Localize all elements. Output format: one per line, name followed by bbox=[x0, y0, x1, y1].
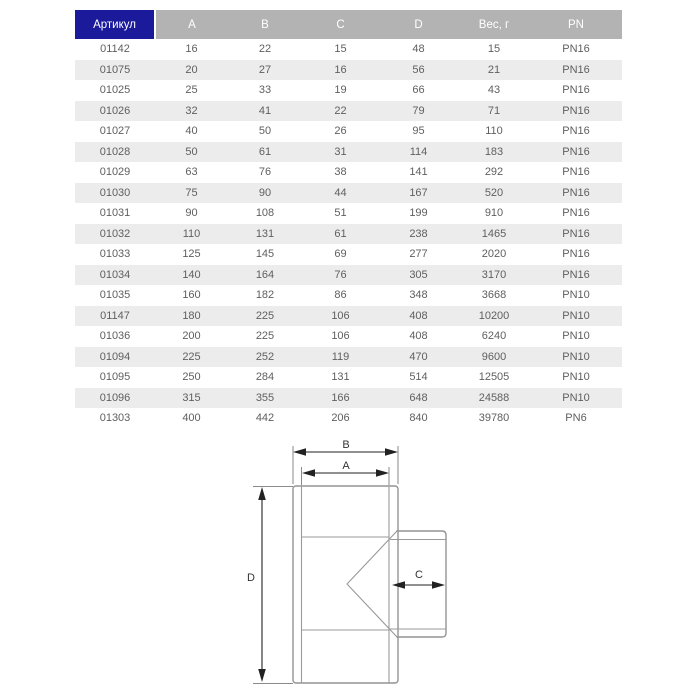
table-row bbox=[75, 162, 622, 183]
table-cell: PN10 bbox=[562, 309, 590, 322]
table-cell: 305 bbox=[409, 268, 428, 281]
table-cell: 199 bbox=[409, 207, 428, 219]
table-cell: 140 bbox=[182, 268, 201, 281]
dimension-d bbox=[247, 487, 266, 682]
table-cell: 22 bbox=[258, 43, 272, 55]
table-cell: 51 bbox=[334, 207, 347, 219]
table-cell: 01147 bbox=[100, 309, 130, 322]
extension-lines bbox=[253, 446, 398, 684]
table-cell: 40 bbox=[185, 125, 198, 137]
arrowhead-b-left bbox=[293, 448, 306, 456]
column-header-d: D bbox=[379, 10, 458, 39]
table-cell: 48 bbox=[412, 43, 425, 55]
table-cell: 16 bbox=[334, 63, 347, 76]
table-cell: 01031 bbox=[99, 207, 131, 219]
arrowhead-b-right bbox=[385, 448, 398, 456]
table-cell: 01034 bbox=[99, 268, 131, 281]
table-cell: 106 bbox=[331, 309, 350, 322]
table-cell: 348 bbox=[409, 289, 428, 301]
table-cell: 182 bbox=[255, 289, 275, 301]
table-cell: 63 bbox=[185, 166, 198, 178]
table-cell: 166 bbox=[331, 391, 350, 404]
table-cell: 125 bbox=[182, 248, 201, 260]
table-cell: 6240 bbox=[481, 330, 507, 342]
table-cell: 27 bbox=[258, 63, 272, 76]
table-cell: 01303 bbox=[99, 412, 131, 424]
table-cell: 277 bbox=[409, 248, 428, 260]
table-cell: 01094 bbox=[99, 350, 131, 363]
table-row bbox=[75, 285, 622, 306]
table-row bbox=[75, 326, 622, 347]
table-cell: PN16 bbox=[562, 207, 590, 219]
table-cell: PN16 bbox=[562, 166, 590, 178]
arrowhead-d-top bbox=[258, 487, 266, 500]
table-cell: 50 bbox=[258, 125, 272, 137]
table-cell: 355 bbox=[255, 391, 275, 404]
table-cell: 167 bbox=[409, 186, 428, 199]
table-cell: PN16 bbox=[562, 104, 590, 117]
table-cell: 44 bbox=[334, 186, 347, 199]
table-cell: 106 bbox=[331, 330, 350, 342]
column-header-c: C bbox=[302, 10, 379, 39]
table-cell: 292 bbox=[484, 166, 504, 178]
table-cell: 110 bbox=[182, 227, 201, 240]
table-row bbox=[75, 60, 622, 81]
table-cell: 250 bbox=[182, 371, 201, 383]
table-cell: 79 bbox=[412, 104, 425, 117]
table-cell: 66 bbox=[412, 84, 425, 96]
dimension-label-c: C bbox=[415, 569, 423, 581]
table-cell: 9600 bbox=[481, 350, 507, 363]
table-cell: 01030 bbox=[99, 186, 131, 199]
table-cell: 41 bbox=[258, 104, 272, 117]
table-cell: 39780 bbox=[478, 412, 510, 424]
table-cell: PN10 bbox=[562, 391, 590, 404]
table-cell: 01075 bbox=[99, 63, 131, 76]
table-cell: 131 bbox=[255, 227, 275, 240]
arrowhead-d-bottom bbox=[258, 669, 266, 682]
table-cell: 520 bbox=[484, 186, 504, 199]
table-cell: 24588 bbox=[478, 391, 510, 404]
column-header-a: A bbox=[155, 10, 228, 39]
table-cell: PN16 bbox=[562, 125, 590, 137]
table-cell: PN16 bbox=[562, 268, 590, 281]
table-cell: 43 bbox=[487, 84, 501, 96]
column-header-weight: Вес, г bbox=[458, 10, 530, 39]
table-cell: 01027 bbox=[99, 125, 131, 137]
table-cell: PN16 bbox=[562, 227, 590, 240]
table-cell: 76 bbox=[258, 166, 272, 178]
table-cell: 3668 bbox=[481, 289, 507, 301]
table-cell: PN10 bbox=[562, 330, 590, 342]
table-cell: 76 bbox=[334, 268, 347, 281]
table-row bbox=[75, 347, 622, 368]
table-cell: 160 bbox=[182, 289, 201, 301]
table-row bbox=[75, 367, 622, 388]
table-cell: 86 bbox=[334, 289, 347, 301]
table-cell: 01029 bbox=[99, 166, 131, 178]
size-table-body bbox=[75, 39, 622, 429]
table-cell: 22 bbox=[334, 104, 347, 117]
table-cell: 20 bbox=[185, 63, 198, 76]
table-row bbox=[75, 244, 622, 265]
table-row bbox=[75, 306, 622, 327]
table-cell: 26 bbox=[334, 125, 347, 137]
table-cell: 01095 bbox=[99, 371, 131, 383]
table-cell: 164 bbox=[255, 268, 275, 281]
table-cell: 01032 bbox=[99, 227, 131, 240]
table-cell: 119 bbox=[331, 350, 350, 363]
table-cell: PN16 bbox=[562, 145, 590, 158]
dimension-label-b: B bbox=[342, 439, 350, 451]
arrowhead-a-right bbox=[376, 469, 389, 477]
table-cell: 01028 bbox=[99, 145, 131, 158]
table-cell: 141 bbox=[409, 166, 428, 178]
table-cell: 56 bbox=[412, 63, 425, 76]
dimension-a bbox=[302, 460, 389, 477]
table-cell: 33 bbox=[258, 84, 272, 96]
table-cell: 01033 bbox=[99, 248, 131, 260]
table-cell: 206 bbox=[331, 412, 350, 424]
table-row bbox=[75, 183, 622, 204]
table-cell: 183 bbox=[484, 145, 504, 158]
table-cell: 114 bbox=[409, 145, 428, 158]
table-cell: 01142 bbox=[100, 43, 130, 55]
table-row bbox=[75, 388, 622, 409]
table-cell: PN16 bbox=[562, 186, 590, 199]
table-row bbox=[75, 265, 622, 286]
table-cell: 71 bbox=[487, 104, 501, 117]
table-cell: 01096 bbox=[99, 391, 131, 404]
table-cell: 01036 bbox=[99, 330, 131, 342]
table-cell: 01025 bbox=[99, 84, 131, 96]
table-cell: PN6 bbox=[565, 412, 587, 424]
table-cell: 238 bbox=[409, 227, 428, 240]
table-cell: 840 bbox=[409, 412, 428, 424]
dimension-c bbox=[392, 569, 445, 589]
table-cell: PN16 bbox=[562, 63, 590, 76]
table-cell: 90 bbox=[258, 186, 272, 199]
table-cell: 32 bbox=[185, 104, 198, 117]
table-cell: 3170 bbox=[481, 268, 507, 281]
table-cell: 90 bbox=[185, 207, 198, 219]
table-cell: PN10 bbox=[562, 371, 590, 383]
arrowhead-a-left bbox=[302, 469, 315, 477]
table-cell: 21 bbox=[487, 63, 501, 76]
table-cell: 108 bbox=[255, 207, 275, 219]
table-row bbox=[75, 121, 622, 142]
table-cell: 225 bbox=[182, 350, 201, 363]
table-cell: 38 bbox=[334, 166, 347, 178]
table-cell: PN16 bbox=[562, 248, 590, 260]
dimension-b bbox=[293, 439, 398, 456]
arrowhead-c-right bbox=[432, 581, 445, 589]
table-cell: 16 bbox=[185, 43, 198, 55]
table-cell: 252 bbox=[255, 350, 275, 363]
table-cell: 1465 bbox=[481, 227, 507, 240]
table-cell: PN16 bbox=[562, 84, 590, 96]
table-cell: PN16 bbox=[562, 43, 590, 55]
table-row bbox=[75, 101, 622, 122]
table-cell: 01026 bbox=[99, 104, 131, 117]
table-cell: 315 bbox=[182, 391, 201, 404]
table-cell: 15 bbox=[487, 43, 501, 55]
table-row bbox=[75, 408, 622, 429]
table-cell: 180 bbox=[182, 309, 201, 322]
body-outer-wall bbox=[293, 486, 398, 683]
table-cell: 145 bbox=[255, 248, 275, 260]
table-cell: PN10 bbox=[562, 289, 590, 301]
table-cell: 15 bbox=[334, 43, 347, 55]
dimension-label-a: A bbox=[342, 460, 350, 472]
table-cell: 225 bbox=[255, 330, 275, 342]
dimension-label-d: D bbox=[247, 572, 255, 584]
table-cell: 75 bbox=[185, 186, 198, 199]
table-cell: 648 bbox=[409, 391, 428, 404]
column-header-b: B bbox=[228, 10, 302, 39]
table-cell: 10200 bbox=[478, 309, 510, 322]
table-cell: 408 bbox=[409, 330, 428, 342]
table-cell: 61 bbox=[258, 145, 272, 158]
table-cell: 470 bbox=[409, 350, 428, 363]
table-cell: 225 bbox=[255, 309, 275, 322]
table-cell: 284 bbox=[255, 371, 275, 383]
table-cell: 69 bbox=[334, 248, 347, 260]
table-cell: 61 bbox=[334, 227, 347, 240]
table-cell: 131 bbox=[331, 371, 350, 383]
table-cell: 110 bbox=[485, 125, 503, 137]
table-cell: 2020 bbox=[481, 248, 507, 260]
table-row bbox=[75, 142, 622, 163]
table-row bbox=[75, 224, 622, 245]
table-cell: 50 bbox=[185, 145, 198, 158]
table-cell: 12505 bbox=[478, 371, 510, 383]
table-cell: 01035 bbox=[99, 289, 131, 301]
size-table bbox=[75, 10, 622, 429]
table-cell: 19 bbox=[334, 84, 347, 96]
column-header-article: Артикул bbox=[75, 10, 155, 39]
column-header-pn: PN bbox=[530, 10, 622, 39]
table-cell: 400 bbox=[182, 412, 201, 424]
table-cell: 408 bbox=[409, 309, 428, 322]
dimensions-table-container bbox=[75, 10, 622, 429]
table-row bbox=[75, 203, 622, 224]
table-cell: 95 bbox=[412, 125, 425, 137]
table-cell: 200 bbox=[182, 330, 201, 342]
table-header-row bbox=[75, 10, 622, 39]
table-cell: 25 bbox=[185, 84, 198, 96]
table-cell: 910 bbox=[484, 207, 504, 219]
table-row bbox=[75, 80, 622, 101]
table-cell: 442 bbox=[255, 412, 275, 424]
table-row bbox=[75, 39, 622, 60]
table-cell: PN10 bbox=[562, 350, 590, 363]
tee-fitting-diagram bbox=[0, 430, 700, 700]
table-cell: 514 bbox=[409, 371, 428, 383]
table-cell: 31 bbox=[334, 145, 347, 158]
